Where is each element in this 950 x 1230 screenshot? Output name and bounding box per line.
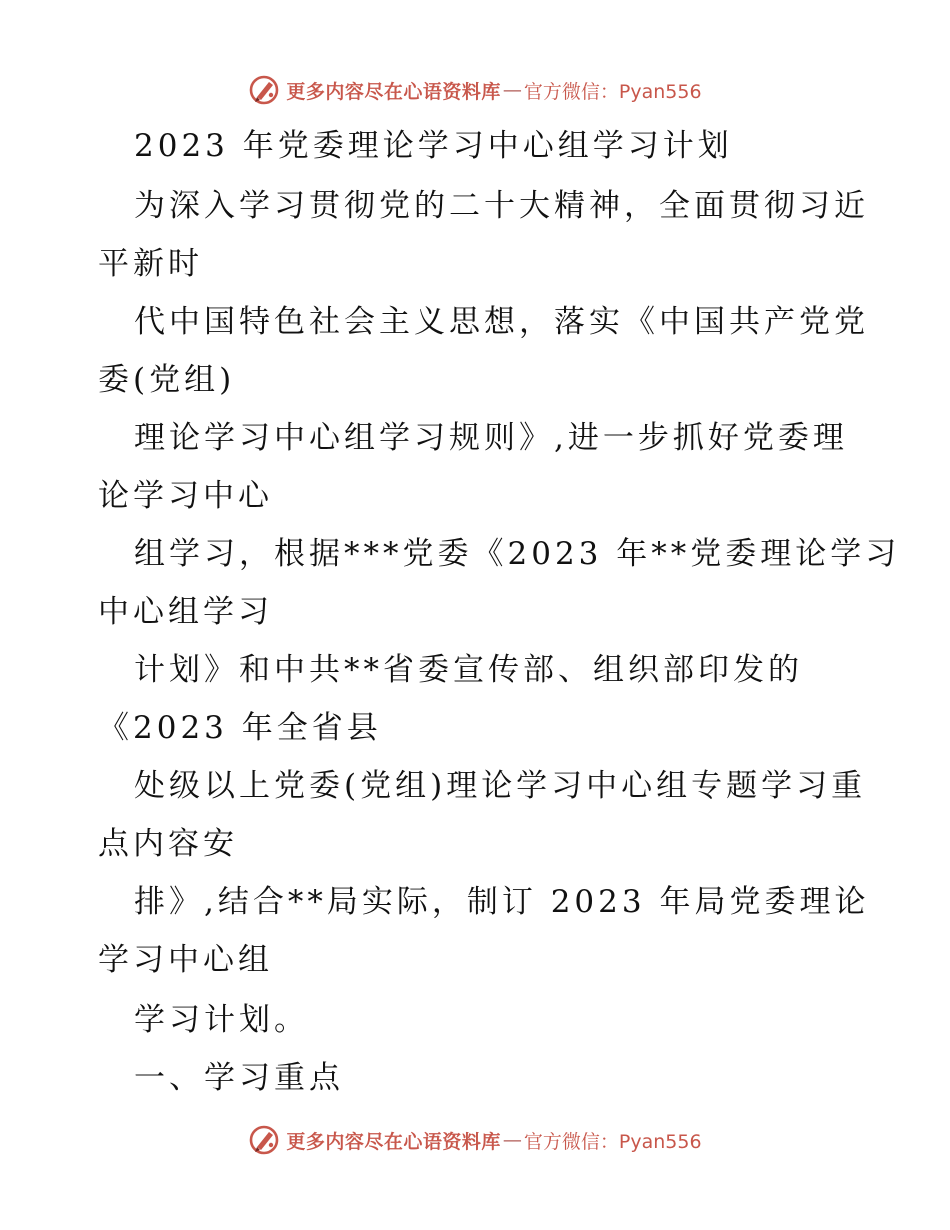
paragraph-line: 论学习中心: [98, 478, 273, 514]
watermark-text: 更多内容尽在心语资料库: [286, 1130, 501, 1153]
watermark-contact: 官方微信：Pyan556: [523, 1130, 702, 1153]
watermark-dash: —: [502, 79, 522, 101]
paragraph-line: 理论学习中心组学习规则》,进一步抓好党委理: [134, 420, 848, 456]
section-heading: 一、学习重点: [134, 1060, 344, 1096]
paragraph-line: 代中国特色社会主义思想，落实《中国共产党党: [134, 304, 869, 340]
watermark-text: 更多内容尽在心语资料库: [286, 80, 501, 103]
paragraph-line: 排》,结合**局实际，制订 2023 年局党委理论: [134, 884, 870, 920]
paragraph-line: 点内容安: [98, 826, 238, 862]
paragraph-line: 中心组学习: [98, 594, 273, 630]
paragraph-line: 计划》和中共**省委宣传部、组织部印发的: [134, 652, 803, 688]
watermark-contact: 官方微信：Pyan556: [523, 80, 702, 103]
paragraph-line: 学习中心组: [98, 942, 273, 978]
watermark-dash: —: [502, 1129, 522, 1151]
paragraph-line: 组学习，根据***党委《2023 年**党委理论学习: [134, 536, 901, 572]
document-title: 2023 年党委理论学习中心组学习计划: [134, 128, 733, 164]
paragraph-line: 学习计划。: [134, 1002, 309, 1038]
pen-logo-icon: [248, 1124, 280, 1156]
paragraph-line: 《2023 年全省县: [98, 710, 382, 746]
paragraph-line: 平新时: [98, 246, 203, 282]
paragraph-line: 处级以上党委(党组)理论学习中心组专题学习重: [134, 768, 867, 804]
watermark-footer: [0, 1118, 950, 1162]
paragraph-line: 为深入学习贯彻党的二十大精神，全面贯彻习近: [134, 188, 869, 224]
paragraph-line: 委(党组): [98, 362, 236, 398]
